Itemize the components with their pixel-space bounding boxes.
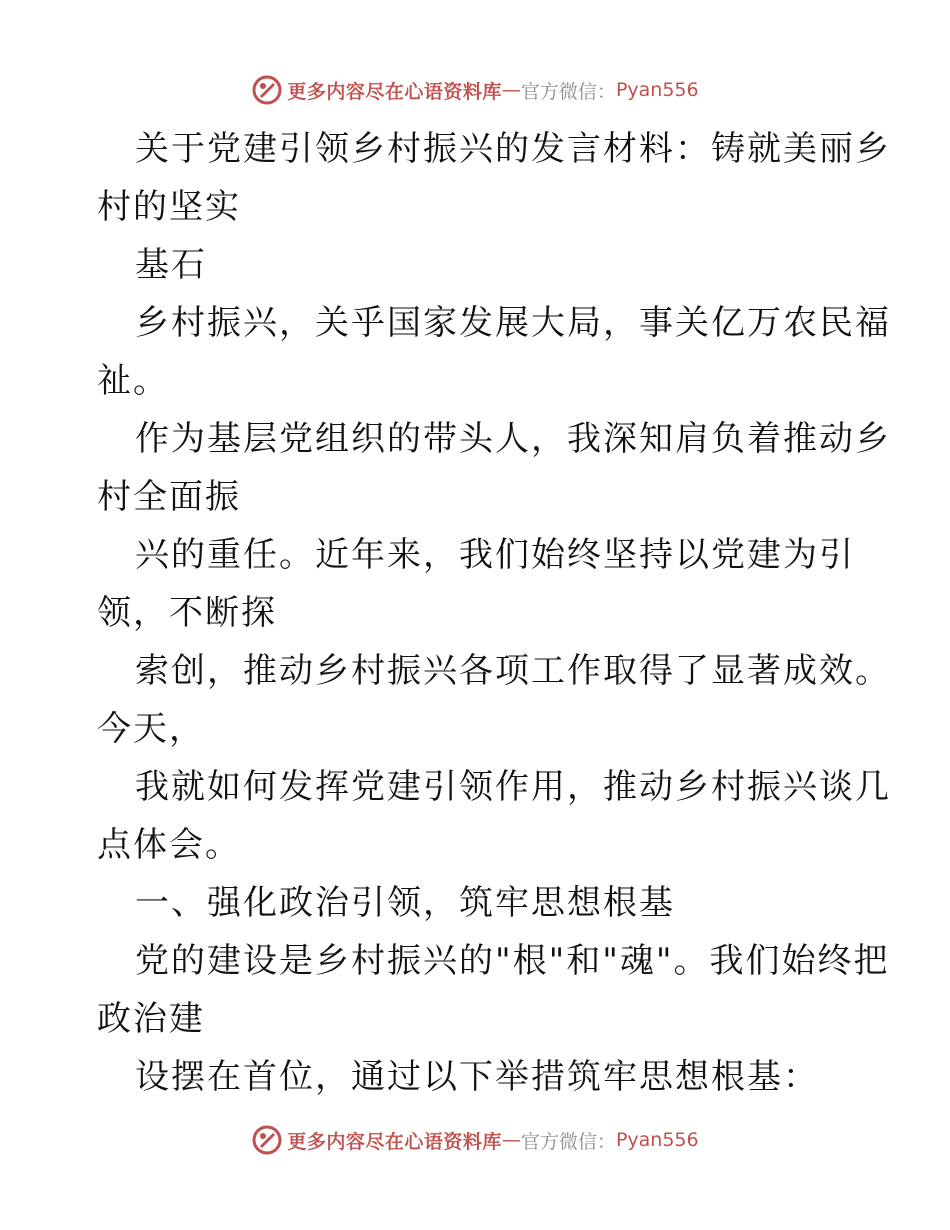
watermark-id: Pyan556 — [615, 1129, 699, 1151]
text-line: 索创，推动乡村振兴各项工作取得了显著成效。 — [135, 651, 891, 691]
text-line: 我就如何发挥党建引领作用，推动乡村振兴谈几 — [135, 767, 891, 807]
watermark-official-label: 官方微信： — [520, 1130, 616, 1153]
text-line: 点体会。 — [97, 825, 241, 865]
text-line: 一、强化政治引领，筑牢思想根基 — [135, 883, 675, 923]
watermark-footer — [0, 1120, 950, 1160]
text-line: 兴的重任。近年来，我们始终坚持以党建为引 — [135, 535, 855, 575]
text-line: 政治建 — [97, 999, 205, 1039]
watermark-dash: — — [501, 1129, 521, 1151]
text-line: 党的建设是乡村振兴的"根"和"魂"。我们始终把 — [135, 941, 890, 981]
document-body — [97, 120, 891, 1106]
text-line: 关于党建引领乡村振兴的发言材料：铸就美丽乡 — [135, 129, 891, 169]
text-line: 今天， — [97, 709, 205, 749]
text-line: 祉。 — [97, 361, 169, 401]
watermark-official-label: 官方微信： — [520, 80, 616, 103]
text-line: 乡村振兴，关乎国家发展大局，事关亿万农民福 — [135, 303, 891, 343]
text-line: 村的坚实 — [97, 187, 241, 227]
text-line: 设摆在首位，通过以下举措筑牢思想根基： — [135, 1057, 819, 1097]
watermark-text: 更多内容尽在心语资料库 — [287, 80, 502, 103]
text-line: 领，不断探 — [97, 593, 277, 633]
text-line: 作为基层党组织的带头人，我深知肩负着推动乡 — [135, 419, 891, 459]
watermark-header — [0, 70, 950, 110]
watermark-id: Pyan556 — [615, 79, 699, 101]
watermark-text: 更多内容尽在心语资料库 — [287, 1130, 502, 1153]
logo-icon — [251, 74, 283, 106]
text-line: 基石 — [135, 245, 207, 285]
watermark-dash: — — [501, 79, 521, 101]
text-line: 村全面振 — [97, 477, 241, 517]
logo-icon — [251, 1124, 283, 1156]
